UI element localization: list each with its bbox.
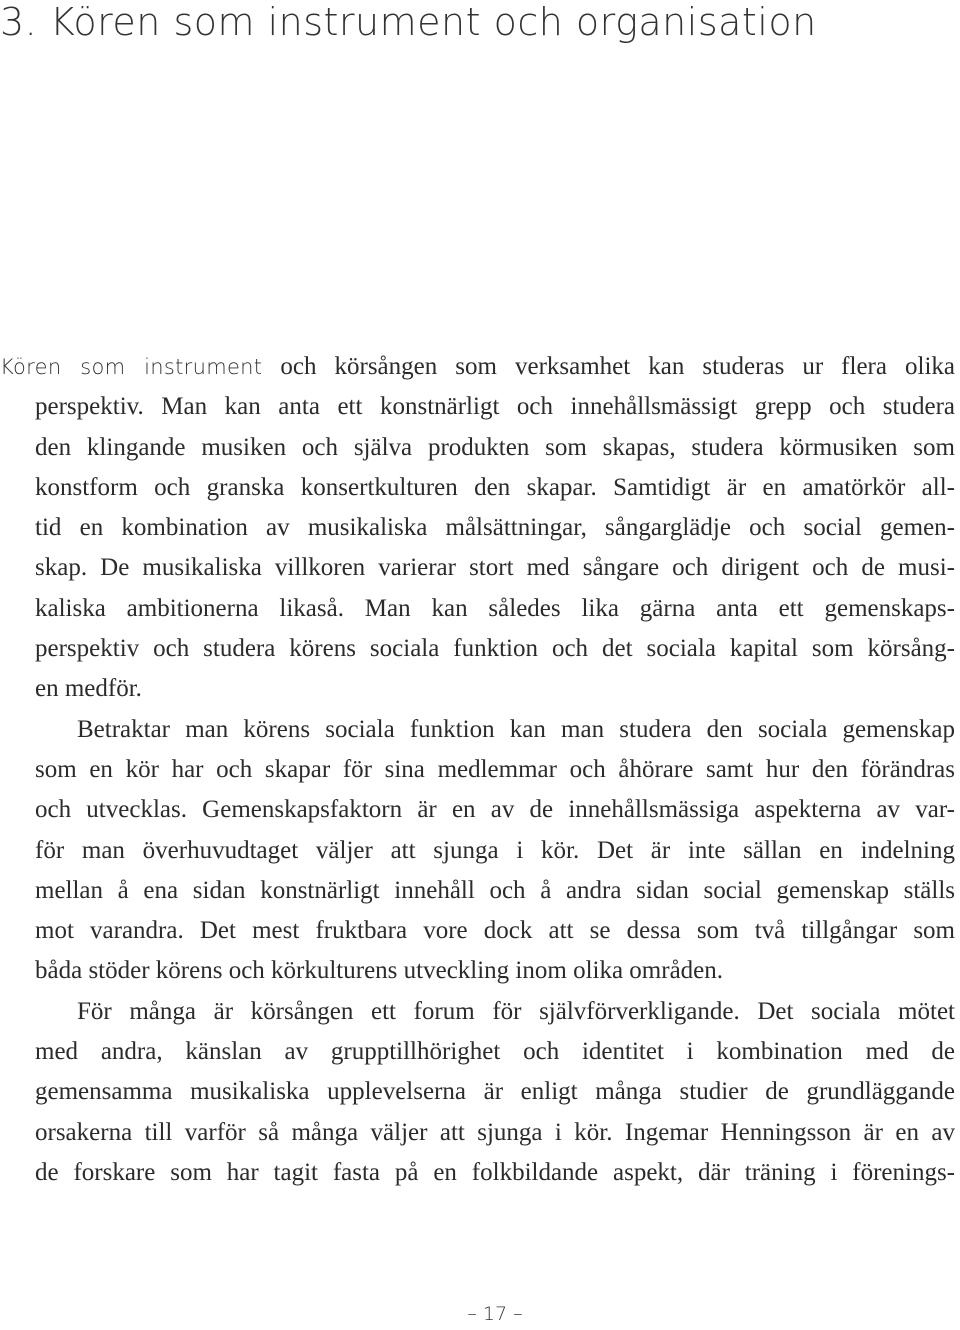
- page-number: – 17 –: [467, 1303, 523, 1325]
- text-line: som en kör har och skapar för sina medlemmar och åhörare samt hur den förändras: [35, 755, 955, 783]
- body-text: [0, 347, 955, 1193]
- text-line: för man överhuvudtaget väljer att sjunga i kör. Det är inte sällan en indelning: [35, 836, 955, 864]
- text-line: en medför.: [35, 675, 142, 703]
- text-line: [0, 347, 955, 387]
- lead-in-text: Kören som instrument: [0, 355, 263, 379]
- text-line: med andra, känslan av grupptillhörighet och identitet i kombination med de: [35, 1038, 955, 1066]
- chapter-title: 3. Kören som instrument och organisation: [0, 0, 817, 44]
- paragraph-3: [35, 992, 955, 1193]
- text-line: perspektiv och studera körens sociala funktion och det sociala kapital som körsång-: [35, 635, 955, 663]
- text-line: Betraktar man körens sociala funktion kan man studera den sociala gemenskap: [77, 715, 955, 743]
- paragraph-2: [35, 710, 955, 992]
- text-line: båda stöder körens och körkulturens utveckling inom olika områden.: [35, 957, 724, 985]
- text-line: den klingande musiken och själva produkten som skapas, studera körmusiken som: [35, 433, 955, 461]
- text-line: konstform och granska konsertkulturen den skapar. Samtidigt är en amatörkör all-: [35, 473, 955, 501]
- text-line: perspektiv. Man kan anta ett konstnärligt och innehållsmässigt grepp och studera: [35, 393, 955, 421]
- text-line: mellan å ena sidan konstnärligt innehåll och å andra sidan social gemenskap ställs: [35, 876, 955, 904]
- text-line: orsakerna till varför så många väljer att sjunga i kör. Ingemar Henningsson är en av: [35, 1118, 955, 1146]
- text-line-content: och körsången som verksamhet kan studeras ur flera olika: [262, 353, 955, 380]
- text-line: och utvecklas. Gemenskapsfaktorn är en av de innehållsmässiga aspekterna av var-: [35, 796, 955, 824]
- text-line: de forskare som har tagit fasta på en folkbildande aspekt, där träning i förenings-: [35, 1158, 955, 1186]
- text-line: skap. De musikaliska villkoren varierar stort med sångare och dirigent och de musi-: [35, 554, 955, 582]
- paragraph-1: [0, 347, 955, 710]
- text-line: mot varandra. Det mest fruktbara vore dock att se dessa som två tillgångar som: [35, 917, 955, 945]
- text-line: För många är körsången ett forum för självförverkligande. Det sociala mötet: [77, 997, 955, 1025]
- text-line: tid en kombination av musikaliska målsättningar, sångarglädje och social gemen-: [35, 514, 955, 542]
- text-line: gemensamma musikaliska upplevelserna är enligt många studier de grundläggande: [35, 1078, 955, 1106]
- text-line: kaliska ambitionerna likaså. Man kan således lika gärna anta ett gemenskaps-: [35, 594, 955, 622]
